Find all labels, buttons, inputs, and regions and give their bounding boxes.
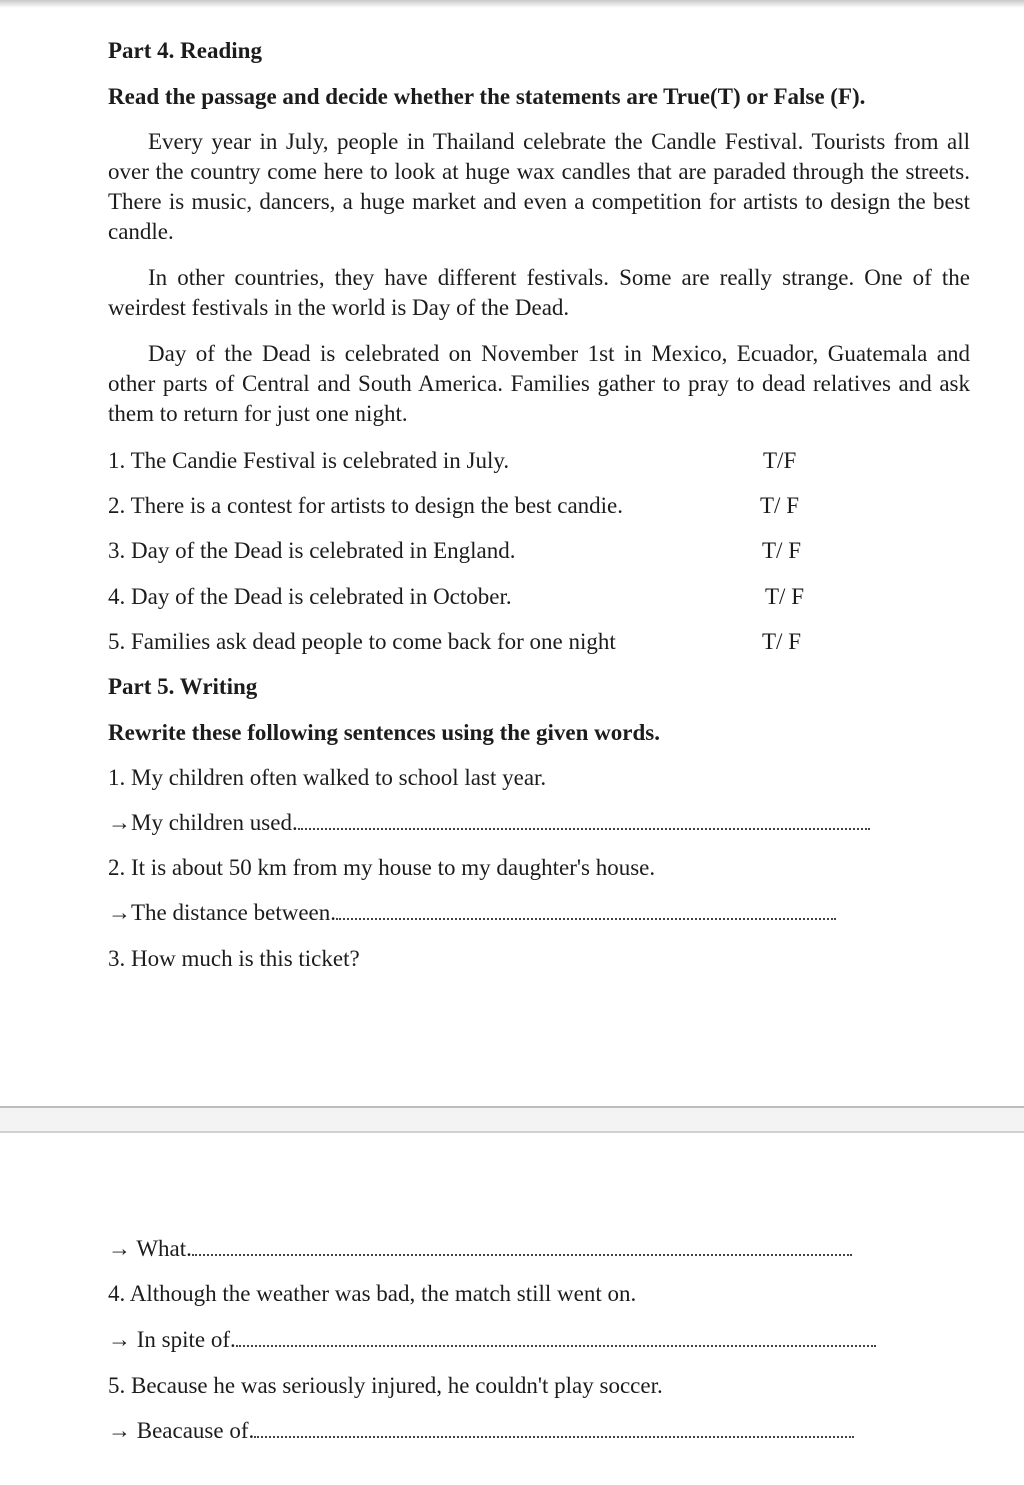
page-top-edge [0, 0, 1024, 8]
passage [108, 127, 970, 429]
answer-line[interactable] [298, 808, 870, 830]
writing-sentence-1: 1. My children often walked to school last year. [108, 765, 547, 790]
writing-sentence-2: 2. It is about 50 km from my house to my daughter's house. [108, 855, 656, 880]
part4-instruction: Read the passage and decide whether the statements are True(T) or False (F). [108, 84, 866, 109]
statement-5: 5. Families ask dead people to come back for one night [108, 629, 616, 654]
writing-prompt-text: → In spite of. [108, 1327, 236, 1352]
writing-prompt-1 [108, 808, 870, 838]
statement-2: 2. There is a contest for artists to design the best candie. [108, 493, 624, 518]
part4-title: Part 4. Reading [108, 38, 262, 63]
writing-sentence-3: 3. How much is this ticket? [108, 946, 360, 971]
writing-prompt-5 [108, 1416, 854, 1446]
answer-line[interactable] [254, 1416, 854, 1438]
writing-prompt-text: → Beacause of. [108, 1418, 255, 1443]
writing-prompt-2 [108, 898, 836, 928]
answer-line[interactable] [192, 1234, 852, 1256]
page-gap [0, 1108, 1024, 1131]
writing-prompt-text: →My children used. [108, 810, 298, 835]
statement-2-tf: T/ F [760, 493, 799, 518]
writing-prompt-4 [108, 1325, 876, 1355]
passage-paragraph: Every year in July, people in Thailand celebrate the Candle Festival. Tourists from all over the country come here to look at huge wax candles that are paraded through the streets. There is music, dancers, a huge market and even a competition for artists to design the best candle. [108, 129, 970, 244]
statement-1-tf: T/F [763, 448, 797, 473]
part5-instruction: Rewrite these following sentences using the given words. [108, 720, 660, 745]
passage-paragraph: In other countries, they have different festivals. Some are really strange. One of the weirdest festivals in the world is Day of the Dead. [108, 265, 970, 320]
writing-sentence-5: 5. Because he was seriously injured, he couldn't play soccer. [108, 1373, 663, 1398]
part5-title: Part 5. Writing [108, 674, 258, 699]
statement-5-tf: T/ F [762, 629, 801, 654]
writing-prompt-text: → What. [108, 1236, 192, 1261]
statement-1: 1. The Candie Festival is celebrated in July. [108, 448, 510, 473]
statement-3-tf: T/ F [762, 538, 801, 563]
writing-prompt-text: →The distance between. [108, 900, 336, 925]
passage-paragraph: Day of the Dead is celebrated on November 1st in Mexico, Ecuador, Guatemala and other parts of Central and South America. Families gather to pray to dead relatives and ask them to return for just one night. [108, 341, 970, 426]
answer-line[interactable] [236, 1325, 876, 1347]
page-divider [0, 1131, 1024, 1133]
statement-3: 3. Day of the Dead is celebrated in England. [108, 538, 516, 563]
statement-4-tf: T/ F [765, 584, 804, 609]
answer-line[interactable] [336, 898, 836, 920]
writing-sentence-4: 4. Although the weather was bad, the match still went on. [108, 1281, 637, 1306]
writing-prompt-3 [108, 1234, 852, 1264]
statement-4: 4. Day of the Dead is celebrated in October. [108, 584, 512, 609]
